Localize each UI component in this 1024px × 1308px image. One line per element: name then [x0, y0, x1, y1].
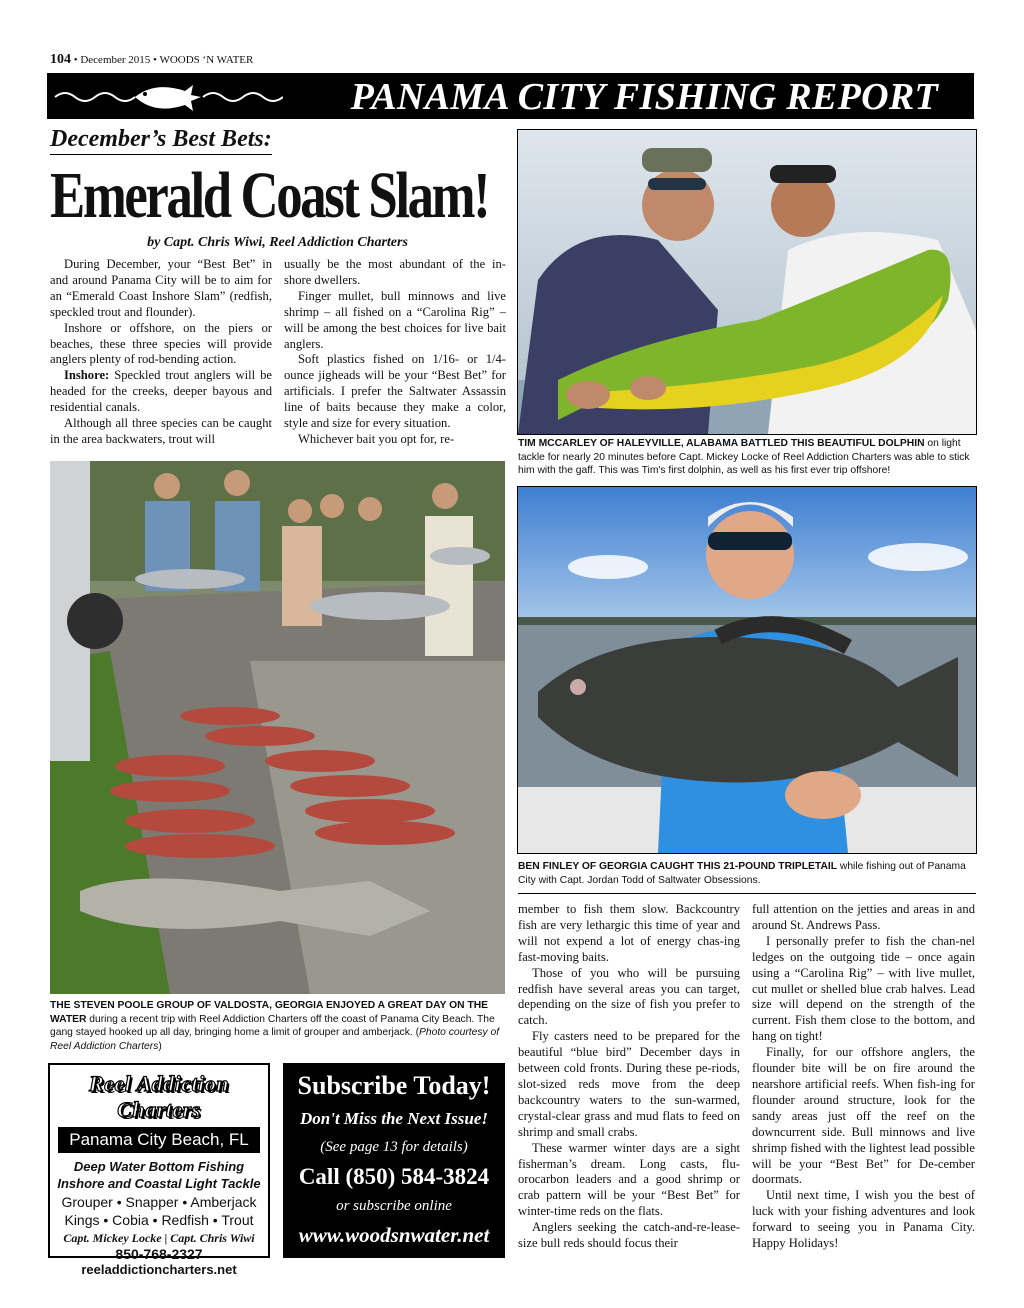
inshore-text: Speckled trout anglers will be headed for the creeks, deeper bayous and residential canals. [50, 368, 272, 415]
photo-credit: Photo courtesy of Reel Addiction Charters [50, 1027, 500, 1052]
tripletail-photo-image [518, 487, 976, 853]
subscribe-url[interactable]: www.woodsnwater.net [298, 1223, 490, 1247]
paragraph: usually be the most abundant of the in-shore dwellers. [284, 257, 506, 287]
charters-website: reeladdictioncharters.net [81, 1262, 237, 1277]
caption-lead: BEN FINLEY OF GEORGIA CAUGHT THIS 21-POUND TRIPLETAIL [518, 861, 838, 872]
paragraph: Inshore or offshore, on the piers or beaches, these three species will provide anglers plenty of rod-bending action. [50, 320, 272, 367]
charters-captains: Capt. Mickey Locke | Capt. Chris Wiwi [63, 1231, 255, 1245]
paragraph: Finally, for our offshore anglers, the flounder bite will be on fire around the nearshore artificial reefs. When fish-ing for flounder around structure, look for the sandy areas just off the reef on the downcurrent side. Bull minnows and live shrimp fished with the lightest lead possible will be your “Best Bet” for De-cember doormats. [752, 1045, 975, 1187]
caption-text: while fishing out of Panama City with Capt. Jordan Todd of Saltwater Obsessions. [518, 861, 966, 886]
tripletail-caption [518, 860, 976, 887]
charters-line-4: Kings • Cobia • Redfish • Trout [64, 1212, 254, 1228]
dolphin-photo-image [518, 130, 976, 434]
caption-text: on light tackle for nearly 20 minutes before Capt. Mickey Locke of Reel Addiction Charters was able to stick him with the gaff. This was Tim's first dolphin, as well as his first ever trip offshore! [518, 438, 970, 476]
charters-line-3: Grouper • Snapper • Amberjack [61, 1194, 257, 1210]
paragraph: Soft plastics fished on 1/16- or 1/4-ounce jigheads will be your “Best Bet” for artificials. I prefer the Saltwater Assassin line of baits because they make a color, style and size for every situation. [284, 352, 506, 431]
caption-close: ) [158, 1040, 162, 1052]
caption-lead: THE STEVEN POOLE GROUP OF VALDOSTA, GEORGIA ENJOYED A GREAT DAY ON THE WATER [50, 1000, 489, 1025]
page-number: 104 [50, 52, 71, 67]
subscribe-details: (See page 13 for details) [320, 1139, 468, 1155]
paragraph: Whichever bait you opt for, re- [298, 431, 455, 446]
group-caption [50, 999, 506, 1053]
subscribe-tagline: Don't Miss the Next Issue! [300, 1109, 488, 1128]
issue-line: • December 2015 • WOODS ‘N WATER [71, 54, 254, 66]
article-column-3 [518, 902, 740, 1252]
subscribe-online: or subscribe online [336, 1198, 452, 1214]
page-folio [50, 52, 253, 68]
subscribe-ad [283, 1063, 505, 1258]
paragraph: During December, your “Best Bet” in and around Panama City will be to aim for an “Emerald Coast Inshore Slam” (redfish, speckled trout and flounder). [50, 257, 272, 319]
charters-line-2: Inshore and Coastal Light Tackle [57, 1176, 261, 1191]
paragraph: Those of you who will be pursuing redfish have several areas you can target, depending on the size of fish you prefer to catch. [518, 965, 740, 1028]
paragraph: full attention on the jetties and areas in and around St. Andrews Pass. [752, 902, 975, 932]
section-banner [47, 73, 974, 119]
group-catch-photo [50, 461, 505, 994]
article-column-2 [284, 257, 506, 448]
paragraph: Anglers seeking the catch-and-re-lease-size bull reds should focus their [518, 1220, 740, 1251]
fish-logo-icon [53, 79, 283, 113]
article-headline: Emerald Coast Slam! [50, 159, 489, 232]
charters-logo: Reel Addiction Charters [88, 1071, 229, 1122]
inshore-label: Inshore: [64, 368, 110, 383]
banner-title: PANAMA CITY FISHING REPORT [350, 76, 938, 118]
paragraph [50, 368, 272, 416]
subscribe-title: Subscribe Today! [297, 1071, 491, 1100]
paragraph: These warmer winter days are a sight fisherman’s dream. Long casts, flu-orocarbon leaders and a good shrimp or crab pattern will be your “Best Bet” for winter-time reds on the flats. [518, 1140, 740, 1219]
paragraph: Although all three species can be caught in the area backwaters, trout will [50, 416, 272, 446]
article-column-4 [752, 902, 975, 1252]
caption-text: during a recent trip with Reel Addiction Charters off the coast of Panama City Beach. The gang stayed hooked up all day, bringing home a limit of grouper and amberjack. ( [50, 1013, 495, 1038]
charters-phone: 850-768-2327 [115, 1246, 203, 1262]
paragraph: member to fish them slow. Backcountry fish are very lethargic this time of year and will not expend a lot of energy chas-ing fast-moving baits. [518, 902, 740, 964]
reel-addiction-charters-ad [48, 1063, 270, 1277]
dolphin-photo [517, 129, 977, 435]
charters-location: Panama City Beach, FL [58, 1127, 260, 1153]
group-catch-photo-image [50, 461, 505, 994]
article-kicker: December’s Best Bets: [50, 126, 272, 155]
paragraph: Until next time, I wish you the best of luck with your fishing adventures and look forward to seeing you in Panama City. Happy Holidays! [752, 1188, 975, 1251]
charters-line-1: Deep Water Bottom Fishing [73, 1159, 245, 1174]
dolphin-caption [518, 437, 976, 478]
caption-lead: TIM MCCARLEY OF HALEYVILLE, ALABAMA BATTLED THIS BEAUTIFUL DOLPHIN [518, 438, 925, 449]
subscribe-phone: Call (850) 584-3824 [298, 1164, 490, 1189]
paragraph: Fly casters need to be prepared for the beautiful “blue bird” December days in between cold fronts. During these pe-riods, slot-sized reds move from the deep backcountry waters to the sun-warmed, crystal-clear grass and mud flats to feed on shrimp and small crabs. [518, 1029, 740, 1139]
caption-divider [518, 893, 976, 894]
article-byline: by Capt. Chris Wiwi, Reel Addiction Charters [147, 235, 408, 250]
paragraph: Finger mullet, bull minnows and live shrimp – all fished on a “Carolina Rig” – will be among the best choices for live bait anglers. [284, 288, 506, 351]
tripletail-photo [517, 486, 977, 854]
article-column-1 [50, 257, 272, 448]
paragraph: I personally prefer to fish the chan-nel ledges on the outgoing tide – once again using a “Carolina Rig” – with live mullet, cut mullet or shelled blue crab halves. Lead size will depend on the strength of the current. Fish them close to the bottom, and hang on tight! [752, 933, 975, 1044]
